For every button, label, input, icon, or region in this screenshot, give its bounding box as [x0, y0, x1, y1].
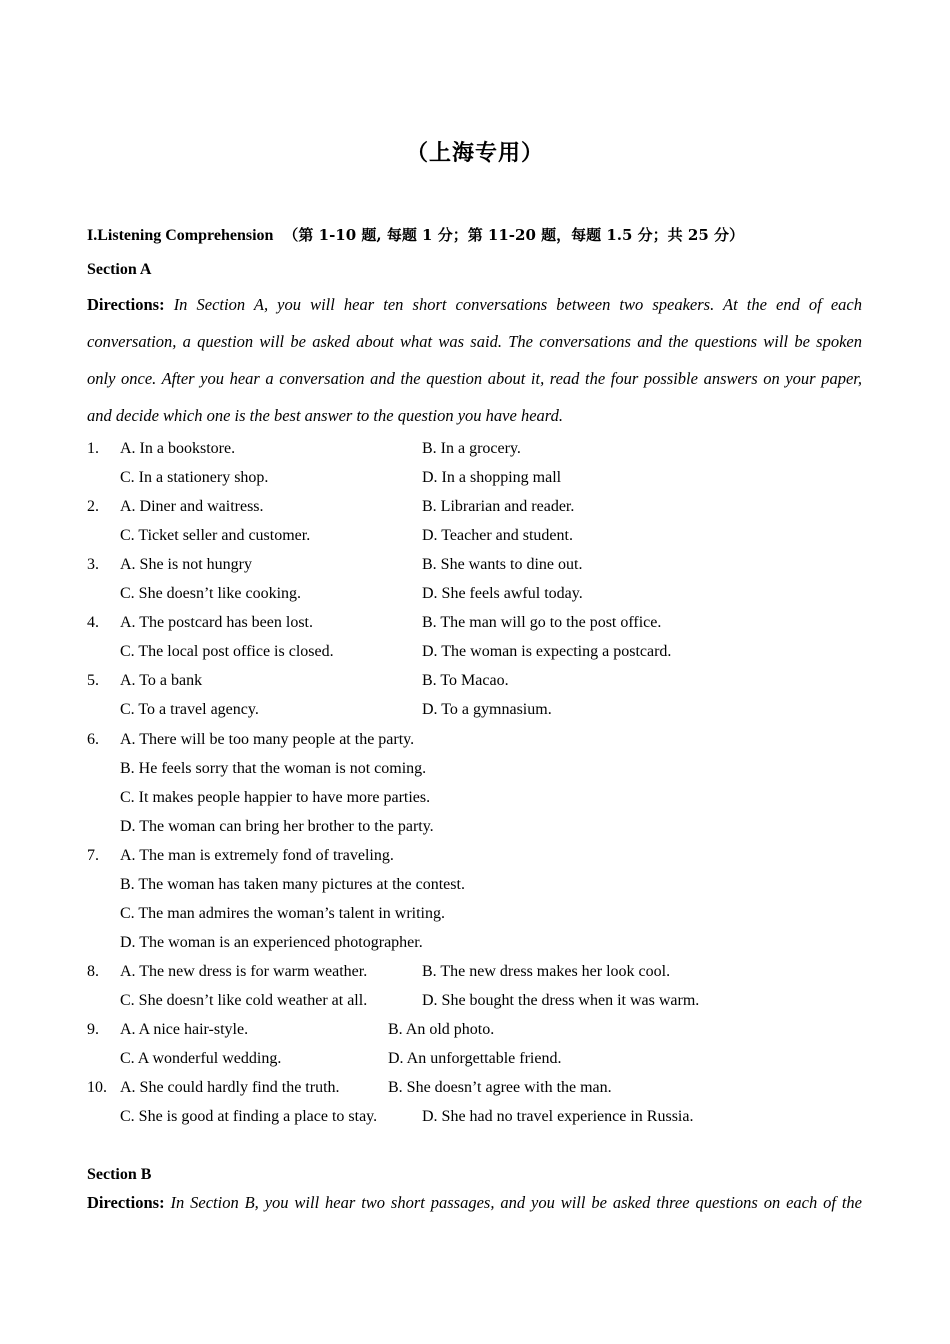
option-c: C. Ticket seller and customer.	[120, 527, 311, 544]
directions-text: In Section A, you will hear ten short conversations between two speakers. At the end of each	[173, 295, 862, 314]
option-a: A. The man is extremely fond of traveling.	[120, 847, 394, 864]
directions-label: Directions:	[87, 1193, 165, 1212]
directions-text: In Section B, you will hear two short passages, and you will be asked three questions on each of the	[170, 1193, 863, 1212]
option-b: B. He feels sorry that the woman is not coming.	[120, 760, 427, 777]
option-b: B. An old photo.	[388, 1021, 495, 1038]
question-number: 10.	[87, 1079, 107, 1096]
option-d: D. She had no travel experience in Russia.	[422, 1108, 694, 1125]
part-scoring: （第 1-10 题, 每题 1 分；第 11-20 题，每题 1.5 分；共 25 分）	[283, 226, 744, 244]
directions-text: conversation, a question will be asked about what was said. The conversations and the questions will be spoken	[87, 332, 862, 351]
option-d: D. Teacher and student.	[422, 527, 573, 544]
question-number: 8.	[87, 963, 99, 980]
section-a-directions-line-3	[87, 360, 862, 397]
option-c: C. In a stationery shop.	[120, 469, 269, 486]
option-a: A. She could hardly find the truth.	[120, 1079, 340, 1096]
question-number: 2.	[87, 498, 99, 515]
option-b: B. She wants to dine out.	[422, 556, 583, 573]
option-c: C. It makes people happier to have more parties.	[120, 789, 431, 806]
question-number: 7.	[87, 847, 99, 864]
option-a: A. The postcard has been lost.	[120, 614, 313, 631]
page-title: （上海专用）	[405, 141, 544, 166]
question-number: 6.	[87, 731, 99, 748]
section-a-heading: Section A	[87, 261, 152, 278]
option-a: A. She is not hungry	[120, 556, 252, 573]
section-b-directions-line-1	[87, 1184, 862, 1221]
directions-text: only once. After you hear a conversation and the question about it, read the four possible answers on your paper,	[87, 369, 862, 388]
option-d: D. She feels awful today.	[422, 585, 583, 602]
part-heading	[87, 225, 744, 246]
section-a-directions-line-2	[87, 323, 862, 360]
option-b: B. Librarian and reader.	[422, 498, 575, 515]
option-d: D. The woman is an experienced photographer.	[120, 934, 423, 951]
option-c: C. She doesn’t like cooking.	[120, 585, 302, 602]
option-c: C. To a travel agency.	[120, 701, 259, 718]
option-c: C. She doesn’t like cold weather at all.	[120, 992, 368, 1009]
option-d: D. An unforgettable friend.	[388, 1050, 562, 1067]
option-b: B. In a grocery.	[422, 440, 521, 457]
option-c: C. The man admires the woman’s talent in writing.	[120, 905, 445, 922]
section-a-directions-line-4	[87, 397, 862, 434]
directions-text: and decide which one is the best answer to the question you have heard.	[87, 406, 563, 425]
option-b: B. The new dress makes her look cool.	[422, 963, 671, 980]
question-number: 3.	[87, 556, 99, 573]
question-number: 1.	[87, 440, 99, 457]
option-b: B. To Macao.	[422, 672, 509, 689]
option-b: B. The man will go to the post office.	[422, 614, 662, 631]
option-a: A. A nice hair-style.	[120, 1021, 249, 1038]
option-d: D. She bought the dress when it was warm.	[422, 992, 700, 1009]
option-b: B. She doesn’t agree with the man.	[388, 1079, 612, 1096]
option-b: B. The woman has taken many pictures at the contest.	[120, 876, 465, 893]
section-b-heading: Section B	[87, 1166, 152, 1183]
option-a: A. In a bookstore.	[120, 440, 236, 457]
question-number: 5.	[87, 672, 99, 689]
part-title: I.Listening Comprehension	[87, 227, 274, 244]
option-d: D. The woman can bring her brother to the party.	[120, 818, 434, 835]
option-a: A. To a bank	[120, 672, 203, 689]
option-a: A. The new dress is for warm weather.	[120, 963, 368, 980]
directions-label: Directions:	[87, 295, 165, 314]
option-c: C. A wonderful wedding.	[120, 1050, 282, 1067]
option-d: D. The woman is expecting a postcard.	[422, 643, 672, 660]
option-d: D. To a gymnasium.	[422, 701, 552, 718]
option-d: D. In a shopping mall	[422, 469, 562, 486]
option-c: C. The local post office is closed.	[120, 643, 334, 660]
question-number: 4.	[87, 614, 99, 631]
option-a: A. There will be too many people at the party.	[120, 731, 415, 748]
option-c: C. She is good at finding a place to stay.	[120, 1108, 378, 1125]
question-number: 9.	[87, 1021, 99, 1038]
section-a-directions-line-1	[87, 286, 862, 323]
option-a: A. Diner and waitress.	[120, 498, 264, 515]
